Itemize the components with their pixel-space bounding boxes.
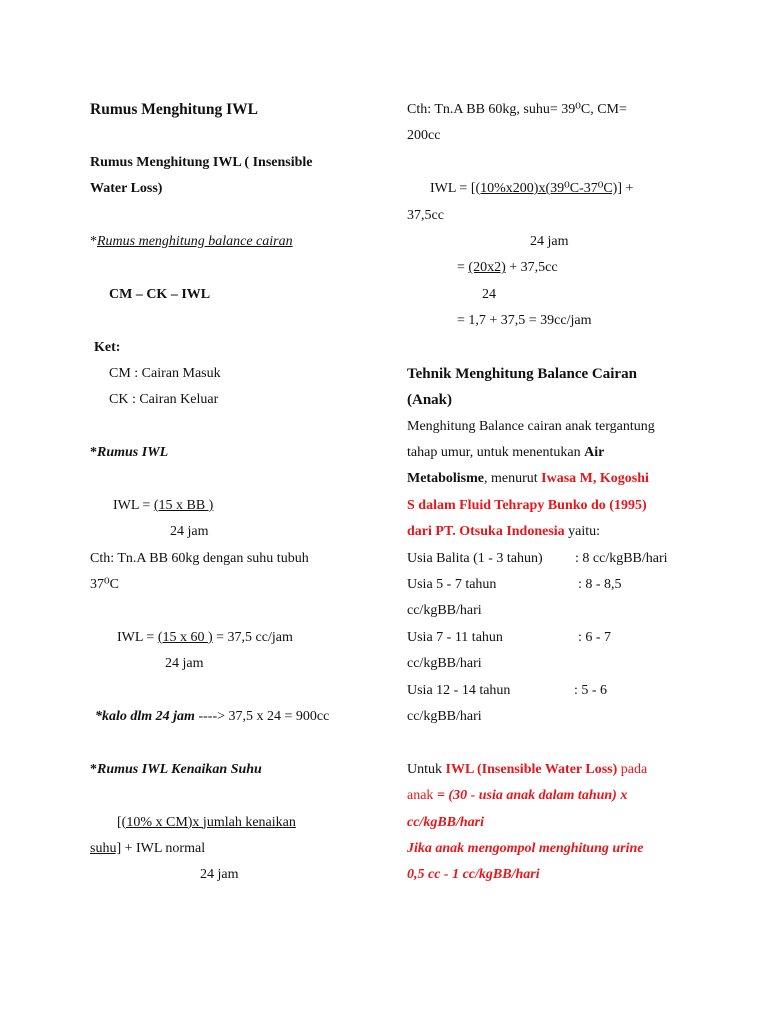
bedwetting-note-1: Jika anak mengompol menghitung urine	[407, 840, 644, 856]
age-row: Usia 5 - 7 tahun : 8 - 8,5	[407, 577, 622, 593]
paragraph-line-4: S dalam Fluid Tehrapy Bunko do (1995)	[407, 497, 647, 513]
age-row: Usia Balita (1 - 3 tahun) : 8 cc/kgBB/hari	[407, 550, 668, 566]
ket-ck: CK : Cairan Keluar	[109, 392, 219, 408]
balance-heading: *Rumus menghitung balance cairan	[90, 233, 293, 249]
age-row: Usia 7 - 11 tahun : 6 - 7	[407, 629, 612, 645]
rumus-iwl-heading: *Rumus IWL	[90, 445, 169, 461]
balance-formula: CM – CK – IWL	[109, 286, 211, 302]
example-line-2: 37⁰C	[90, 577, 119, 593]
iwl-child-note-3: cc/kgBB/hari	[407, 814, 485, 830]
age-row-cont: cc/kgBB/hari	[407, 708, 482, 724]
iwl-child-note-2: anak = (30 - usia anak dalam tahun) x	[407, 788, 628, 804]
ket-label: Ket:	[94, 339, 121, 355]
calc-denominator: 24 jam	[165, 656, 204, 672]
example-line-1: Cth: Tn.A BB 60kg dengan suhu tubuh	[90, 550, 309, 566]
section-title-iwl-1: Rumus Menghitung IWL ( Insensible	[90, 154, 313, 170]
iwl-numerator: (15 x BB )	[153, 497, 214, 513]
left-column	[90, 97, 365, 889]
fever-iwl-numerator: [(10%x200)x(39⁰C-37⁰C)]	[470, 181, 623, 197]
balance-heading-label: Rumus menghitung balance cairan	[97, 233, 293, 249]
iwl-denominator: 24 jam	[170, 524, 209, 540]
example-fever-line-2: 200cc	[407, 128, 441, 144]
iwl-calculation: IWL = (15 x 60 ) = 37,5 cc/jam	[117, 629, 293, 645]
paragraph-line-5: dari PT. Otsuka Indonesia yaitu:	[407, 524, 601, 540]
iwl-child-note-1: Untuk IWL (Insensible Water Loss) pada	[407, 761, 648, 777]
calc-numerator: (15 x 60 )	[157, 629, 213, 645]
page-title: Rumus Menghitung IWL	[90, 101, 258, 118]
fever-iwl-denominator: 24 jam	[530, 233, 569, 249]
paragraph-line-2: tahap umur, untuk menentukan Air	[407, 445, 605, 461]
suhu-heading: *Rumus IWL Kenaikan Suhu	[90, 761, 262, 777]
paragraph-line-3: Metabolisme, menurut Iwasa M, Kogoshi	[407, 471, 649, 487]
fever-step-3: = 1,7 + 37,5 = 39cc/jam	[457, 313, 592, 329]
fever-iwl-formula: IWL = [(10%x200)x(39⁰C-37⁰C)] +	[430, 181, 634, 197]
suhu-numerator-1: [(10% x CM)x jumlah kenaikan	[117, 814, 296, 830]
suhu-denominator: 24 jam	[200, 867, 239, 883]
fever-step-2: = (20x2) + 37,5cc	[457, 260, 558, 276]
age-row-cont: cc/kgBB/hari	[407, 656, 482, 672]
fever-iwl-cont: 37,5cc	[407, 207, 444, 223]
fever-step-2-denominator: 24	[482, 286, 496, 302]
suhu-numerator-2: suhu] + IWL normal	[90, 840, 206, 856]
right-column	[407, 97, 707, 889]
section-title-iwl-2: Water Loss)	[90, 181, 163, 197]
ket-cm: CM : Cairan Masuk	[109, 365, 221, 381]
age-row-cont: cc/kgBB/hari	[407, 603, 482, 619]
section-heading-child-2: (Anak)	[407, 392, 453, 409]
age-row: Usia 12 - 14 tahun : 5 - 6	[407, 682, 608, 698]
daily-note: *kalo dlm 24 jam ----> 37,5 x 24 = 900cc	[95, 708, 330, 724]
section-heading-child-1: Tehnik Menghitung Balance Cairan	[407, 365, 637, 382]
paragraph-line-1: Menghitung Balance cairan anak tergantung	[407, 418, 655, 434]
example-fever-line-1: Cth: Tn.A BB 60kg, suhu= 39⁰C, CM=	[407, 102, 627, 117]
iwl-formula: IWL = (15 x BB )	[113, 497, 214, 513]
bedwetting-note-2: 0,5 cc - 1 cc/kgBB/hari	[407, 867, 540, 883]
